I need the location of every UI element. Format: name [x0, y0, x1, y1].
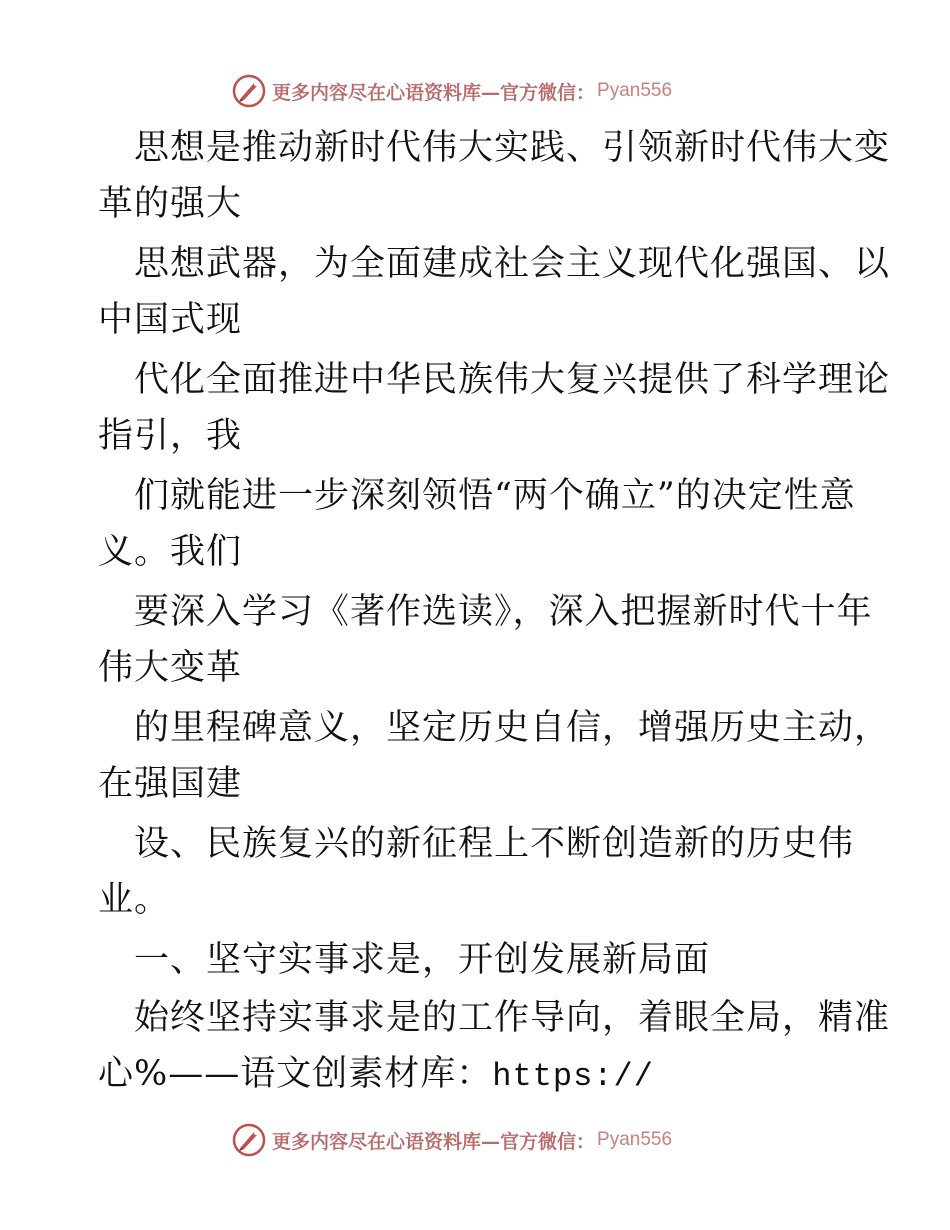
paragraph-line: 伟大变革: [98, 648, 243, 688]
wechat-id: Pyan556: [597, 80, 673, 101]
paragraph-line: 的里程碑意义，坚定历史自信，增强历史主动，: [134, 708, 891, 748]
paragraph-line: 思想武器，为全面建成社会主义现代化强国、以: [134, 244, 891, 284]
paragraph-line: 要深入学习《著作选读》，深入把握新时代十年: [134, 592, 873, 632]
paragraph-line: 在强国建: [98, 764, 243, 804]
header-watermark-banner: [232, 71, 672, 111]
paragraph-line: 中国式现: [98, 300, 243, 340]
paragraph-line: 业。: [98, 880, 171, 920]
quill-pen-logo-icon: [232, 1123, 266, 1157]
banner-text: 更多内容尽在心语资料库—官方微信：: [272, 81, 596, 104]
paragraph-line-last: [98, 1054, 654, 1097]
paragraph-line: 思想是推动新时代伟大实践、引领新时代伟大变: [134, 128, 891, 168]
wechat-id: Pyan556: [597, 1129, 673, 1150]
footer-watermark-banner: [232, 1120, 672, 1160]
banner-text: 更多内容尽在心语资料库—官方微信：: [272, 1130, 596, 1153]
source-url: https://: [492, 1058, 654, 1095]
paragraph-line: 们就能进一步深刻领悟“两个确立”的决定性意: [134, 476, 856, 516]
paragraph-line: 代化全面推进中华民族伟大复兴提供了科学理论: [134, 360, 891, 400]
paragraph-line: 义。我们: [98, 532, 243, 572]
quill-pen-logo-icon: [232, 74, 266, 108]
source-label: 心%——语文创素材库：: [98, 1054, 493, 1094]
paragraph-line: 始终坚持实事求是的工作导向，着眼全局，精准: [134, 998, 891, 1038]
paragraph-line: 指引，我: [98, 416, 243, 456]
paragraph-line: 革的强大: [98, 184, 243, 224]
paragraph-line: 设、民族复兴的新征程上不断创造新的历史伟: [134, 824, 855, 864]
section-heading: 一、坚守实事求是，开创发展新局面: [134, 940, 711, 980]
